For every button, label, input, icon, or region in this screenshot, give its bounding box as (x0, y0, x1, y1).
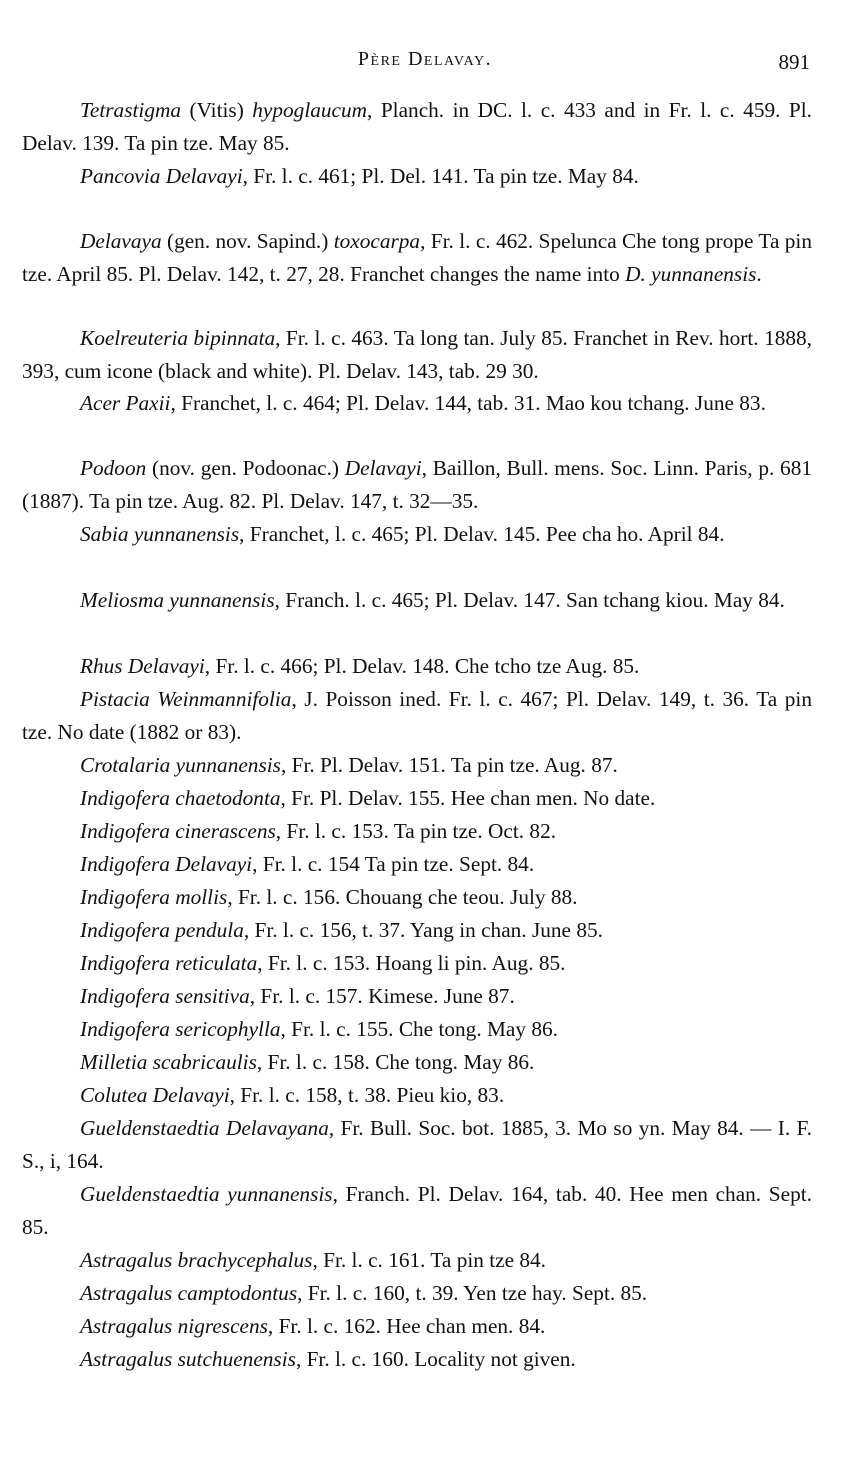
entry-text: , Fr. l. c. 153. Ta pin tze. Oct. 82. (275, 819, 557, 843)
taxon-name: Indigofera cinerascens (80, 819, 276, 843)
taxon-name: toxocarpa (333, 229, 421, 253)
taxon-name: Delavaya (80, 229, 162, 253)
entry-text: , Fr. l. c. 162. Hee chan men. 84. (267, 1314, 546, 1338)
entry-text: , Fr. l. c. 156, t. 37. Yang in chan. June 85. (243, 918, 603, 942)
taxon-name: Sabia yunnanensis (80, 522, 240, 546)
taxon-name: Astragalus brachycephalus (80, 1248, 313, 1272)
entry-text: , Fr. l. c. 462. Spelunca Che tong prope Ta pin tze. April 85. Pl. Delav. 142, t. 27, 28. Franchet changes the name into (22, 229, 812, 286)
taxon-name: Indigofera Delavayi (80, 852, 253, 876)
taxon-name: Astragalus nigrescens (80, 1314, 268, 1338)
entry (22, 1178, 812, 1243)
entry-text: , Franch. l. c. 465; Pl. Delav. 147. San tchang kiou. May 84. (274, 588, 785, 612)
entry-text: , Fr. Pl. Delav. 151. Ta pin tze. Aug. 87. (280, 753, 618, 777)
entry-text: , Fr. l. c. 153. Hoang li pin. Aug. 85. (257, 951, 566, 975)
taxon-name: D. yunnanensis (625, 261, 757, 286)
entry (22, 848, 812, 881)
taxon-name: Pancovia Delavayi (80, 164, 243, 188)
entry-text: , Franch. Pl. Delav. 164, tab. 40. Hee men chan. Sept. 85. (22, 1182, 812, 1239)
entry-text: , Fr. l. c. 158, t. 38. Pieu kio, 83. (229, 1083, 505, 1107)
entry-text: , Franchet, l. c. 464; Pl. Delav. 144, tab. 31. Mao kou tchang. June 83. (170, 391, 766, 415)
taxon-name: Indigofera reticulata (80, 951, 258, 975)
taxon-name: Gueldenstaedtia Delavayana (80, 1116, 329, 1140)
entry (22, 1343, 812, 1376)
entry-text: , Planch. in DC. l. c. 433 and in Fr. l. c. 459. Pl. Delav. 139. Ta pin tze. May 85. (22, 98, 812, 155)
entry-text: , Fr. l. c. 156. Chouang che teou. July 88. (227, 885, 578, 909)
entry (22, 452, 812, 517)
entry-text: , Fr. l. c. 160. Locality not given. (295, 1347, 576, 1371)
entry (22, 782, 812, 815)
entry (22, 815, 812, 848)
taxon-name: Acer Paxii (80, 391, 171, 415)
entry-text: , Fr. l. c. 155. Che tong. May 86. (280, 1017, 558, 1041)
entry (22, 1079, 812, 1112)
entry (22, 881, 812, 914)
running-title: Père Delavay. (357, 48, 493, 70)
page-number: 891 (778, 50, 810, 74)
entry (22, 387, 812, 420)
entry-text: (Vitis) (181, 98, 253, 122)
entry (22, 914, 812, 947)
taxon-name: hypoglaucum (252, 98, 368, 122)
entry-text: , Fr. Bull. Soc. bot. 1885, 3. Mo so yn. May 84. — I. F. S., i, 164. (22, 1116, 812, 1173)
entry-text: . (756, 261, 762, 286)
taxon-name: Colutea Delavayi (80, 1083, 230, 1107)
taxon-name: Delavayi (344, 456, 422, 480)
taxon-name: Astragalus camptodontus (80, 1281, 298, 1305)
entry (22, 1046, 812, 1079)
entry (22, 650, 812, 683)
entry (22, 518, 812, 551)
entry (22, 1310, 812, 1343)
entry (22, 322, 812, 387)
taxon-name: Milletia scabricaulis (80, 1050, 257, 1074)
entry-text: , Baillon, Bull. mens. Soc. Linn. Paris, p. 681 (1887). Ta pin tze. Aug. 82. Pl. Delav. 147, t. 32—35. (22, 456, 812, 513)
entry-text: (nov. gen. Podoonac.) (146, 456, 345, 480)
entry (22, 1277, 812, 1310)
entry-text: , Franchet, l. c. 465; Pl. Delav. 145. Pee cha ho. April 84. (239, 522, 725, 546)
taxon-name: Indigofera sensitiva (80, 984, 250, 1008)
entry (22, 1112, 812, 1177)
taxon-name: Indigofera mollis (80, 885, 228, 909)
entry-text: , Fr. l. c. 466; Pl. Delav. 148. Che tcho tze Aug. 85. (204, 654, 640, 678)
entry (22, 1013, 812, 1046)
taxon-name: Astragalus sutchuenensis (80, 1347, 296, 1371)
entry-text: , Fr. l. c. 161. Ta pin tze 84. (312, 1248, 547, 1272)
entry-text: , Fr. l. c. 154 Ta pin tze. Sept. 84. (252, 852, 535, 876)
entry-text: , Fr. l. c. 463. Ta long tan. July 85. Franchet in Rev. hort. 1888, 393, cum icone (black and white). Pl. Delav. 143, tab. 29 30. (22, 326, 812, 383)
entry-text: (gen. nov. Sapind.) (161, 229, 334, 253)
taxon-name: Gueldenstaedtia yunnanensis (80, 1182, 333, 1206)
entry (22, 683, 812, 748)
taxon-name: Crotalaria yunnanensis (80, 753, 281, 777)
entry-text: , Fr. l. c. 160, t. 39. Yen tze hay. Sept. 85. (297, 1281, 648, 1305)
taxon-name: Podoon (80, 456, 147, 480)
entry (22, 1244, 812, 1277)
entry-text: , Fr. l. c. 461; Pl. Del. 141. Ta pin tze. May 84. (242, 164, 639, 188)
entry-text: , J. Poisson ined. Fr. l. c. 467; Pl. Delav. 149, t. 36. Ta pin tze. No date (1882 or 83). (22, 687, 812, 744)
entry (22, 160, 812, 193)
taxon-name: Indigofera pendula (80, 918, 244, 942)
entry-text: , Fr. l. c. 158. Che tong. May 86. (256, 1050, 535, 1074)
running-head (0, 48, 850, 78)
taxon-name: Indigofera chaetodonta (80, 786, 281, 810)
entry-text: , Fr. Pl. Delav. 155. Hee chan men. No date. (280, 786, 656, 810)
entry (22, 225, 812, 290)
taxon-name: Rhus Delavayi (80, 654, 205, 678)
taxon-name: Indigofera sericophylla (80, 1017, 281, 1041)
taxon-name: Pistacia Weinmannifolia (80, 687, 292, 711)
taxon-name: Tetrastigma (80, 98, 181, 122)
entry (22, 749, 812, 782)
taxon-name: Meliosma yunnanensis (80, 588, 275, 612)
entry (22, 584, 812, 617)
entry (22, 94, 812, 159)
entry (22, 947, 812, 980)
taxon-name: Koelreuteria bipinnata (80, 326, 276, 350)
entry (22, 980, 812, 1013)
entry-text: , Fr. l. c. 157. Kimese. June 87. (249, 984, 515, 1008)
